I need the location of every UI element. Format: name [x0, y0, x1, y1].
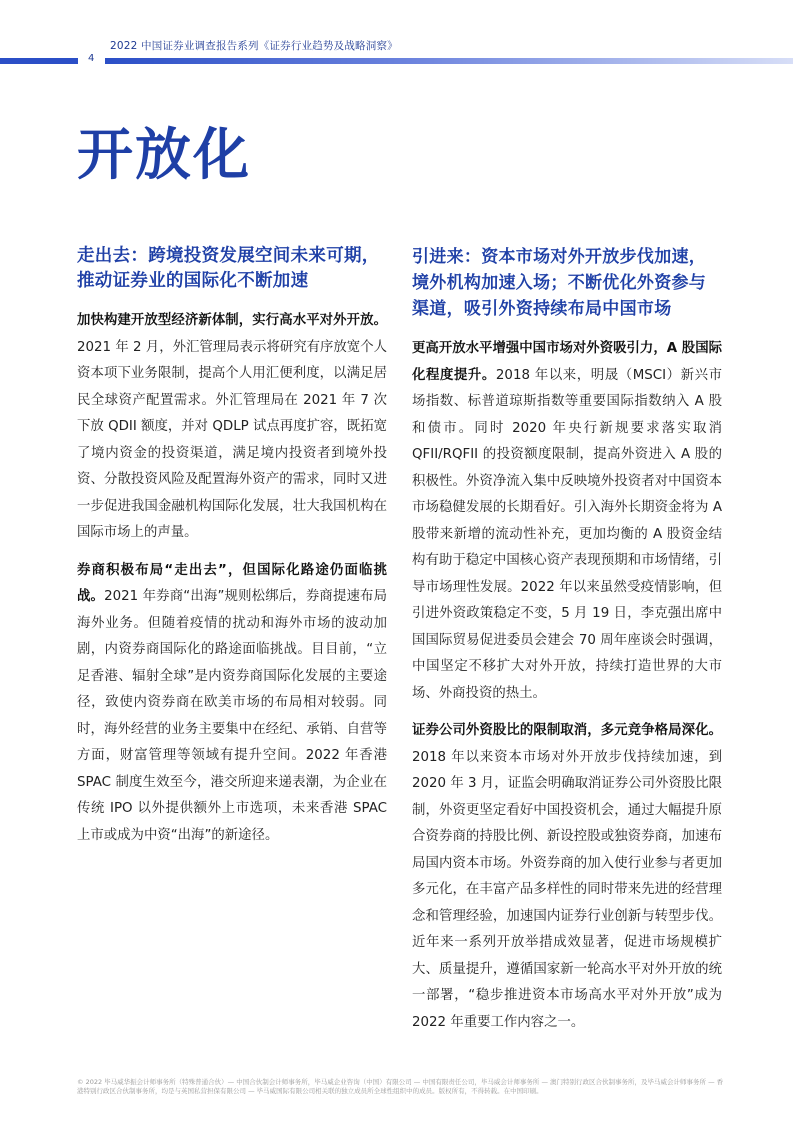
report-series-title: 2022 中国证券业调查报告系列《证券行业趋势及战略洞察》	[110, 40, 398, 52]
copyright-footer: © 2022 毕马威华振会计师事务所（特殊普通合伙）— 中国合伙制会计师事务所，毕马威企业咨询（中国）有限公司 — 中国有限责任公司，毕马威会计师事务所 — 澳门特别行政区合伙制事务所，及毕马威会计师事务所 — 香港特别行政区合伙制事务所，均是与英国私营担保有限公司 — 毕马威国际有限公司相关联的独立成员所全球性组织中的成员。版权所有，不得转载。在中国印刷。	[77, 1078, 724, 1095]
right-paragraph-1-lead: 更高开放水平增强中国市场对外资吸引力，A 股国际化程度提升。	[412, 341, 722, 383]
page-title: 开放化	[77, 123, 251, 188]
right-column	[412, 244, 722, 1047]
page-number: 4	[88, 53, 95, 64]
left-paragraph-1	[77, 308, 387, 547]
left-paragraph-2-lead: 券商积极布局“走出去”，但国际化路途仍面临挑战。	[77, 562, 387, 604]
right-paragraph-1	[412, 336, 722, 707]
right-paragraph-1-body: 2018 年以来，明晟（MSCI）新兴市场指数、标普道琼斯指数等重要国际指数纳入 A 股和债市。同时 2020 年央行新规要求落实取消 QFII/RQFII 的投资额度限制，提高外资进入 A 股的积极性。外资净流入集中反映境外投资者对中国资本市场稳健发展的长期看好。引入海外长期资金将为 A 股带来新增的流动性补充，更加均衡的 A 股资金结构有助于稳定中国核心资产表现预期和市场情绪，引导市场理性发展。2022 年以来虽然受疫情影响，但引进外资政策稳定不变，5 月 19 日，李克强出席中国国际贸易促进委员会建会 70 周年座谈会时强调，中国坚定不移扩大对外开放，持续打造世界的大市场、外商投资的热土。	[412, 367, 723, 701]
right-section-heading: 引进来：资本市场对外开放步伐加速，境外机构加速入场；不断优化外资参与渠道，吸引外资持续布局中国市场	[412, 247, 707, 319]
left-paragraph-1-body: 2021 年 2 月，外汇管理局表示将研究有序放宽个人资本项下业务限制，提高个人用汇便利度，以满足居民全球资产配置需求。外汇管理局在 2021 年 7 次下放 QDII 额度，并对 QDLP 试点再度扩容，既拓宽了境内资金的投资渠道，满足境内投资者到境外投资、分散投资风险及配置海外资产的需求，同时又进一步促进我国金融机构国际化发展，壮大我国机构在国际市场上的声量。	[77, 339, 387, 540]
left-column	[77, 244, 387, 860]
left-paragraph-2-body: 2021 年券商“出海”规则松绑后，券商提速布局海外业务。但随着疫情的扰动和海外市场的波动加剧，内资券商国际化的路途面临挑战。目目前，“立足香港、辐射全球”是内资券商国际化发展的主要途径，致使内资券商在欧美市场的布局相对较弱。同时，海外经营的业务主要集中在经纪、承销、自营等方面，财富管理等领域有提升空间。2022 年香港 SPAC 制度生效至今，港交所迎来递表潮，为企业在传统 IPO 以外提供额外上市选项，未来香港 SPAC 上市或成为中资“出海”的新途径。	[77, 589, 387, 843]
header-accent-bar-left	[0, 58, 78, 64]
right-paragraph-2-lead: 证券公司外资股比的限制取消，多元竞争格局深化。	[412, 723, 722, 738]
left-paragraph-1-lead: 加快构建开放型经济新体制，实行高水平对外开放。	[77, 313, 387, 328]
left-paragraph-2	[77, 558, 387, 850]
right-paragraph-2-body: 2018 年以来资本市场对外开放步伐持续加速，到 2020 年 3 月，证监会明确取消证券公司外资股比限制，外资更坚定看好中国投资机会，通过大幅提升原合资券商的持股比例、新设控股或独资券商，加速布局国内资本市场。外资券商的加入使行业参与者更加多元化，在丰富产品多样性的同时带来先进的经营理念和管理经验，加速国内证券行业创新与转型步伐。近年来一系列开放举措成效显著，促进市场规模扩大、质量提升，遵循国家新一轮高水平对外开放的统一部署，“稳步推进资本市场高水平对外开放”成为 2022 年重要工作内容之一。	[412, 749, 722, 1030]
right-paragraph-2	[412, 718, 722, 1036]
header-accent-bar-right	[105, 58, 793, 64]
left-section-heading: 走出去：跨境投资发展空间未来可期，推动证券业的国际化不断加速	[77, 246, 380, 291]
